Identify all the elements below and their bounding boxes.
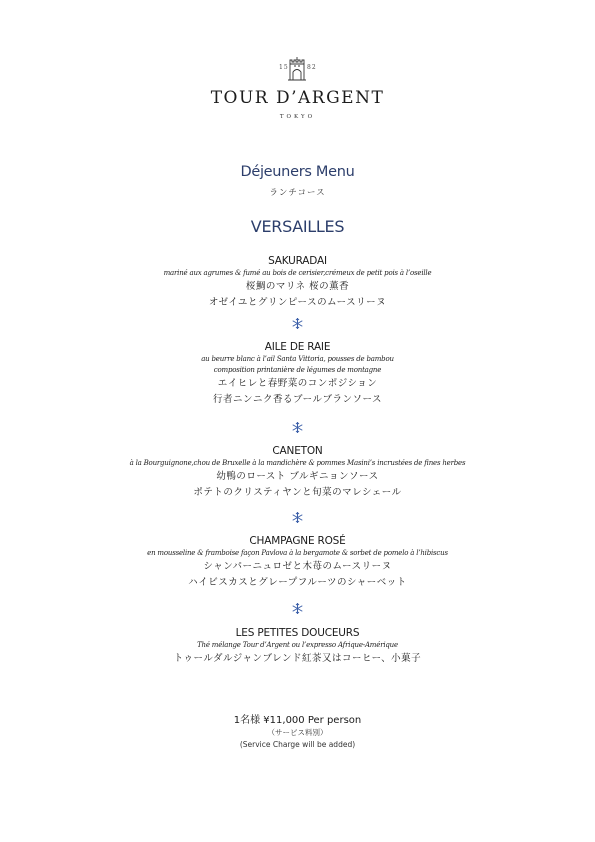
dish-name: CANETON <box>272 445 323 457</box>
logo-year-right: 82 <box>307 64 317 71</box>
dish-name: AILE DE RAIE <box>264 341 331 353</box>
brand-name: TOUR D’ARGENT <box>210 88 385 108</box>
dish-description-ja: エイヒレと春野菜のコンポジション <box>217 378 378 389</box>
dish-description-ja: シャンパーニュロゼと木苺のムースリーヌ <box>203 561 392 572</box>
dish-description-ja: 桜鯛のマリネ 桜の薫香 <box>245 281 350 292</box>
menu-subtitle: ランチコース <box>269 188 326 198</box>
price: 1名様 ¥11,000 Per person <box>233 715 362 726</box>
menu-title: Déjeuners Menu <box>240 164 355 180</box>
dish-name: LES PETITES DOUCEURS <box>235 627 360 639</box>
dish-description-fr: Thé mélange Tour d’Argent ou l’expresso Afrique-Amérique <box>197 641 398 649</box>
dish-name: SAKURADAI <box>268 255 327 267</box>
course-title: VERSAILLES <box>250 217 345 236</box>
dish-description-ja: ハイビスカスとグレープフルーツのシャーベット <box>188 577 407 588</box>
snowflake-icon <box>291 602 304 615</box>
restaurant-logo <box>0 56 595 126</box>
brand-city: TOKYO <box>279 114 316 120</box>
dish-description-ja: オゼイユとグリンピースのムースリーヌ <box>208 297 387 308</box>
logo-year-left: 15 <box>279 64 289 71</box>
dish-description-fr: à la Bourguignone,chou de Bruxelle à la mandichère & pommes Masini’s incrustées de fines herbes <box>129 459 466 467</box>
dish-description-fr: au beurre blanc à l’ail Santa Vittoria, pousses de bambou <box>201 355 394 363</box>
dish-description-ja: トゥールダルジャンブレンド紅茶又はコーヒー、小菓子 <box>173 653 422 664</box>
dish-description-fr: en mousseline & framboise façon Pavlova à la bergamote & sorbet de pomelo à l’hibiscus <box>147 549 448 557</box>
dish-description-ja: 幼鴨のロースト ブルギニョンソース <box>216 471 379 482</box>
dish-sakuradai <box>0 254 595 311</box>
service-note-en: (Service Charge will be added) <box>239 740 356 749</box>
dish-description-ja: 行者ニンニク香るブールブランソース <box>212 394 383 405</box>
snowflake-icon <box>291 511 304 524</box>
dish-les-petites-douceurs <box>0 626 595 667</box>
dish-name: CHAMPAGNE ROSÉ <box>249 535 346 547</box>
snowflake-icon <box>291 317 304 330</box>
dish-aile-de-raie <box>0 340 595 408</box>
dish-description-ja: ポテトのクリスティヤンと旬菜のマレシェール <box>193 487 402 498</box>
service-note-ja: （サービス料別） <box>267 728 328 737</box>
dish-description-fr: composition printanière de légumes de montagne <box>213 366 382 374</box>
tower-emblem-icon <box>287 56 307 82</box>
snowflake-icon <box>291 421 304 434</box>
dish-description-fr: mariné aux agrumes & fumé au bois de cerisier,crémeux de petit pois à l’oseille <box>163 269 432 277</box>
dish-caneton <box>0 444 595 501</box>
dish-champagne-rose <box>0 534 595 591</box>
